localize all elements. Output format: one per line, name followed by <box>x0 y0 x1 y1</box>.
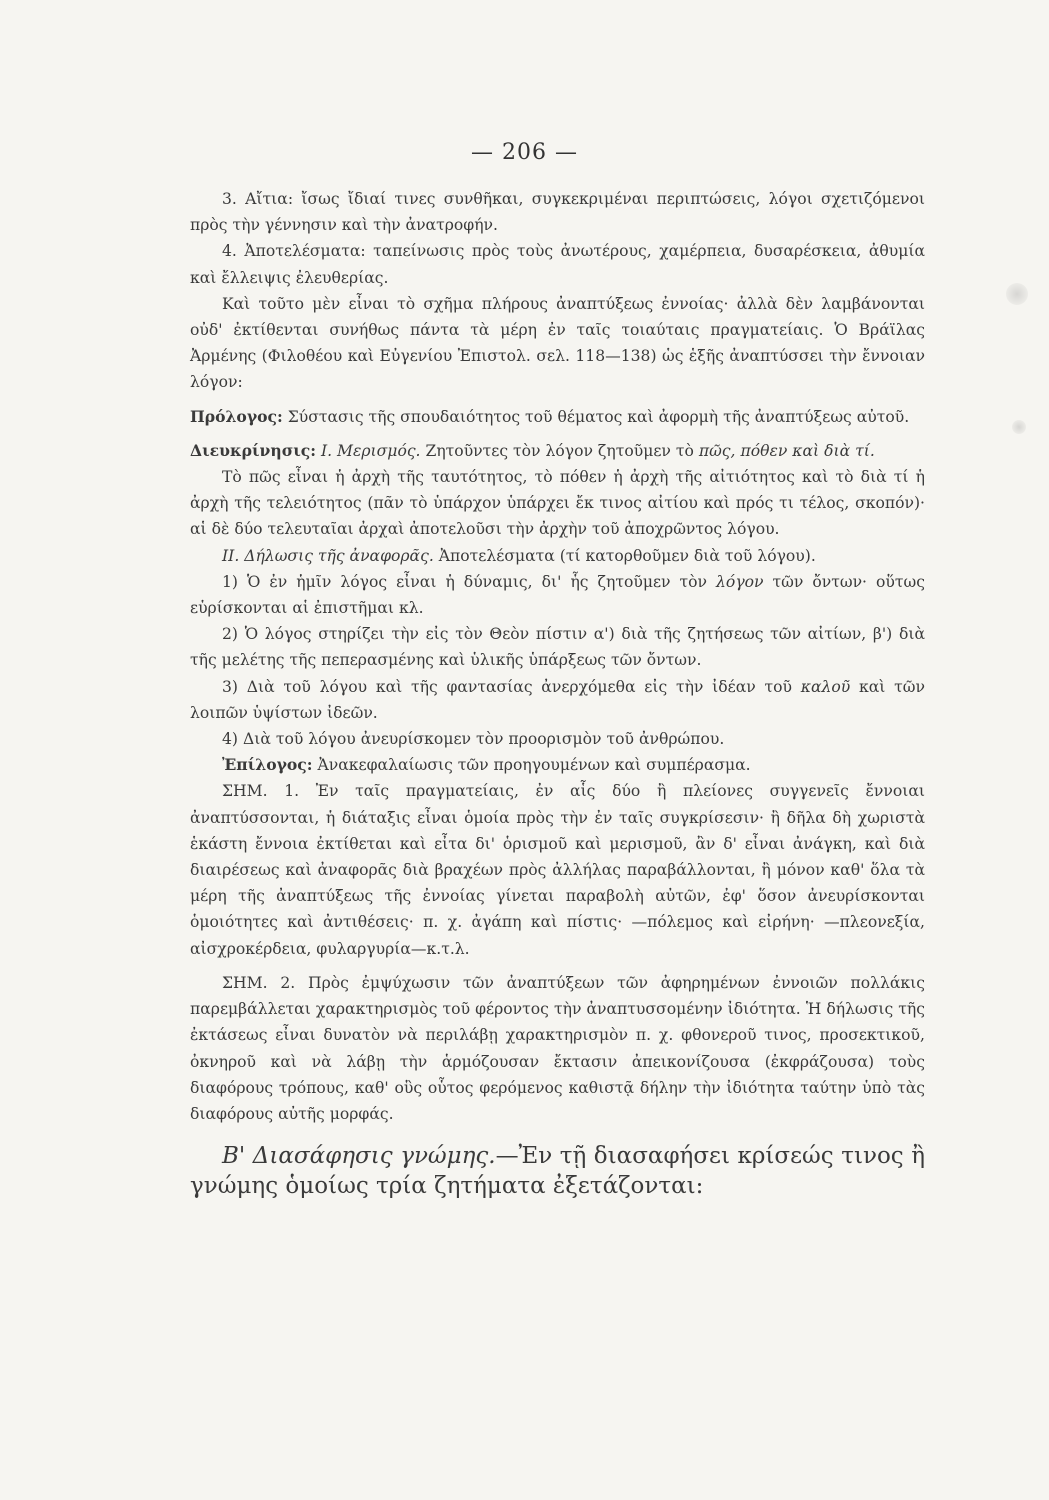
note-paragraph <box>190 970 925 1127</box>
item-italic: καλοῦ <box>800 677 851 696</box>
item-text: 3) Διὰ τοῦ λόγου καὶ τῆς φαντασίας ἀνερχόμεθα εἰς τὴν ἰδέαν τοῦ <box>222 677 792 696</box>
page-smudge <box>1006 283 1028 305</box>
note-label: ΣΗΜ. 1. <box>222 782 300 801</box>
section-b-text: —Ἐν τῇ διασαφήσει κρίσεώς τινος ἢ γνώμης ὁμοίως τρία ζητήματα ἐξετάζονται: <box>190 1143 925 1200</box>
item-text: 1) Ὁ ἐν ἡμῖν λόγος εἶναι ἡ δύναμις, δι' ἧς ζητοῦμεν τὸν <box>222 572 708 591</box>
body-text <box>190 186 925 1201</box>
epilogue-paragraph <box>190 752 925 778</box>
section-b-title: Β' Διασάφησις γνώμης. <box>222 1143 496 1170</box>
list-item: 2) Ὁ λόγος στηρίζει τὴν εἰς τὸν Θεὸν πίστιν α') διὰ τῆς ζητήσεως τῶν αἰτίων, β') διὰ τῆς μελέτης τῆς πεπερασμένης καὶ ὑλικῆς ὑπάρξεως τῶν ὄντων. <box>190 625 925 670</box>
note-paragraph <box>190 778 925 961</box>
note-label: ΣΗΜ. 2. <box>222 973 296 992</box>
page-number: — 206 — <box>471 140 578 165</box>
development-paragraph <box>190 438 925 464</box>
prologue-text: Σύστασις τῆς σπουδαιότητος τοῦ θέματος καὶ ἀφορμὴ τῆς ἀναπτύξεως αὐτοῦ. <box>287 407 910 426</box>
division-title: Ι. Μερισμός. <box>320 441 421 460</box>
note-text: Πρὸς ἐμψύχωσιν τῶν ἀναπτύξεων τῶν ἀφηρημένων ἐννοιῶν πολλάκις παρεμβάλλεται χαρακτηρισμὸς τοῦ φέροντος τὴν ἀναπτυσσομένην ἰδιότητα. Ἡ δήλωσις τῆς ἐκτάσεως εἶναι δυνατὸν νὰ περιλάβῃ χαρακτηρισμὸν π. χ. φθονεροῦ τινος, προσεκτικοῦ, ὀκνηροῦ καὶ νὰ λάβῃ τὴν ἁρμόζουσαν ἔκτασιν ἀπεικονίζουσα (ἐκφράζουσα) τοὺς διαφόρους τρόπους, καθ' οὓς οὗτος φερόμενος καθιστᾷ δήλην τὴν ἰδιότητα ταύτην ὑπὸ τὰς διαφόρους αὐτῆς μορφάς. <box>190 973 926 1123</box>
division-text: Ζητοῦντες τὸν λόγον ζητοῦμεν τὸ <box>425 441 694 460</box>
section-b-paragraph <box>190 1141 925 1201</box>
list-item <box>190 569 925 621</box>
paragraph-effects: 4. Ἀποτελέσματα: ταπείνωσις πρὸς τοὺς ἀνωτέρους, χαμέρπεια, δυσαρέσκεια, ἀθυμία καὶ ἔλλειψις ἐλευθερίας. <box>190 242 925 287</box>
list-item <box>190 674 925 726</box>
paragraph-scheme: Καὶ τοῦτο μὲν εἶναι τὸ σχῆμα πλήρους ἀναπτύξεως ἐννοίας· ἀλλὰ δὲν λαμβάνονται οὐδ' ἐκτίθενται συνήθως πάντα τὰ μέρη ἐν ταῖς τοιαύταις πραγματείαις. Ὁ Βράϊλας Ἀρμένης (Φιλοθέου καὶ Εὐγενίου Ἐπιστολ. σελ. 118—138) ὡς ἑξῆς ἀναπτύσσει τὴν ἔννοιαν λόγον: <box>190 294 925 392</box>
division-paragraph: Τὸ πῶς εἶναι ἡ ἀρχὴ τῆς ταυτότητος, τὸ πόθεν ἡ ἀρχὴ τῆς αἰτιότητος καὶ τὸ διὰ τί ἡ ἀρχὴ τῆς τελειότητος (πᾶν τὸ ὑπάρχον ὑπάρχει ἔκ τινος αἰτίου καὶ πρός τι τέλος, σκοπόν)· αἱ δὲ δύο τελευταῖαι ἀρχαὶ ἀποτελοῦσι τὴν ἀρχὴν τοῦ ἀποχρῶντος λόγου. <box>190 468 925 539</box>
division-italic: πῶς, πόθεν καὶ διὰ τί. <box>698 441 875 460</box>
epilogue-text: Ἀνακεφαλαίωσις τῶν προηγουμένων καὶ συμπέρασμα. <box>317 756 751 775</box>
prologue-paragraph <box>190 404 925 430</box>
note-text: Ἐν ταῖς πραγματείαις, ἐν αἷς δύο ἢ πλείονες συγγενεῖς ἔννοιαι ἀναπτύσσονται, ἡ διάταξις εἶναι ὁμοία πρὸς τὴν ἐν ταῖς συγκρίσεσιν· ἢ δῆλα δὴ χωριστὰ ἑκάστη ἔννοια ἐκτίθεται καὶ εἶτα δι' ὁρισμοῦ καὶ μερισμοῦ, ἂν δ' εἶναι ἀνάγκη, καὶ διὰ διαιρέσεως καὶ ἀναφορᾶς διὰ βραχέων πρὸς ἀλλήλας παραβάλλονται, ἢ μόνον καθ' ὅλα τὰ μέρη τῆς ἀναπτύξεως τῆς ἐννοίας γίνεται παραβολὴ αὐτῶν, ἐφ' ὅσον ἀνευρίσκονται ὁμοιότητες καὶ ἀντιθέσεις· π. χ. ἀγάπη καὶ πίστις· —πόλεμος καὶ εἰρήνη· —πλεονεξία, αἰσχροκέρδεια, φυλαργυρία—κ.τ.λ. <box>190 782 925 958</box>
reference-text: Ἀποτελέσματα (τί κατορθοῦμεν διὰ τοῦ λόγου). <box>438 546 816 565</box>
development-label: Διευκρίνησις: <box>190 440 316 460</box>
reference-paragraph <box>190 543 925 569</box>
list-item: 4) Διὰ τοῦ λόγου ἀνευρίσκομεν τὸν προορισμὸν τοῦ ἀνθρώπου. <box>222 730 725 749</box>
item-text: καὶ τῶν λοιπῶν ὑψίστων ἰδεῶν. <box>190 677 925 722</box>
reference-title: ΙΙ. Δήλωσις τῆς ἀναφορᾶς. <box>222 546 434 565</box>
item-italic: λόγον <box>716 572 764 591</box>
paragraph-causes: 3. Αἴτια: ἴσως ἴδιαί τινες συνθῆκαι, συγκεκριμέναι περιπτώσεις, λόγοι σχετιζόμενοι πρὸς τὴν γέννησιν καὶ τὴν ἀνατροφήν. <box>190 190 925 235</box>
page-smudge <box>1012 420 1026 434</box>
epilogue-label: Ἐπίλογος: <box>222 755 313 775</box>
item-text: τῶν ὄντων· οὕτως εὑρίσκονται αἱ ἐπιστῆμαι κλ. <box>190 572 925 618</box>
prologue-label: Πρόλογος: <box>190 406 283 426</box>
